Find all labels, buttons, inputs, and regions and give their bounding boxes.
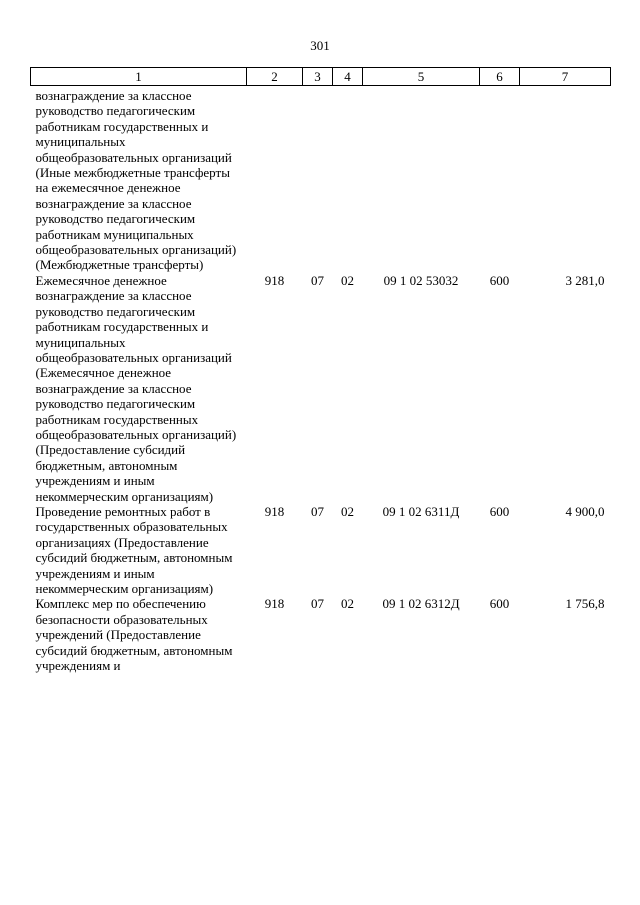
ministry-code: 918	[264, 272, 285, 288]
subsection-code	[333, 86, 363, 273]
amount: 4 900,0	[565, 503, 605, 519]
target-article-code: 09 1 02 6311Д	[382, 503, 460, 519]
target-article-code: 09 1 02 53032	[383, 272, 459, 288]
expense-type-code: 600	[489, 503, 510, 519]
budget-table	[30, 67, 611, 673]
expense-type-code	[480, 86, 520, 273]
target-article-code: 09 1 02 6312Д	[382, 596, 460, 612]
ministry-code: 918	[264, 503, 285, 519]
amount: 1 756,8	[565, 596, 605, 612]
column-header-3: 3	[303, 68, 333, 86]
column-header-4: 4	[333, 68, 363, 86]
expense-type-code: 600	[489, 596, 510, 612]
section-code: 07	[311, 503, 324, 519]
table-header-row	[31, 68, 611, 86]
subsection-code: 02	[341, 503, 354, 519]
ministry-code	[247, 86, 303, 273]
ministry-code: 918	[264, 596, 285, 612]
column-header-2: 2	[247, 68, 303, 86]
expense-name: Комплекс мер по обеспечению безопасности образовательных учреждений (Предоставление субсидий бюджетным, автономным учреждениям и	[35, 596, 233, 674]
expense-type-code: 600	[489, 272, 510, 288]
page-number: 301	[310, 38, 330, 53]
column-header-6: 6	[480, 68, 520, 86]
expense-name: вознаграждение за классное руководство педагогическим работникам государственных и муниципальных общеобразовательных организаций (Иные межбюджетные трансферты на ежемесячное денежное вознаграждение за классное руководство педагогическим работникам муниципальных общеобразовательных организаций) (Межбюджетные трансферты)	[35, 88, 237, 273]
amount: 3 281,0	[565, 272, 605, 288]
column-header-1: 1	[31, 68, 247, 86]
table-row	[31, 273, 611, 504]
amount	[520, 86, 611, 273]
table-row	[31, 86, 611, 273]
column-header-7: 7	[520, 68, 611, 86]
section-code: 07	[311, 272, 324, 288]
expense-name: Проведение ремонтных работ в государственных образовательных организациях (Предоставление субсидий бюджетным, автономным учреждениям и иным некоммерческим организациям)	[35, 503, 233, 596]
expense-name: Ежемесячное денежное вознаграждение за классное руководство педагогическим работникам государственных и муниципальных общеобразовательных организаций (Ежемесячное денежное вознаграждение за классное руководство педагогическим работникам государственных общеобразовательных организаций) (Предоставление субсидий бюджетным, автономным учреждениям и иным некоммерческим организациям)	[35, 272, 237, 504]
subsection-code: 02	[341, 596, 354, 612]
section-code	[303, 86, 333, 273]
column-header-5: 5	[363, 68, 480, 86]
section-code: 07	[311, 596, 324, 612]
target-article-code	[363, 86, 480, 273]
subsection-code: 02	[341, 272, 354, 288]
table-row	[31, 504, 611, 596]
table-row	[31, 596, 611, 673]
